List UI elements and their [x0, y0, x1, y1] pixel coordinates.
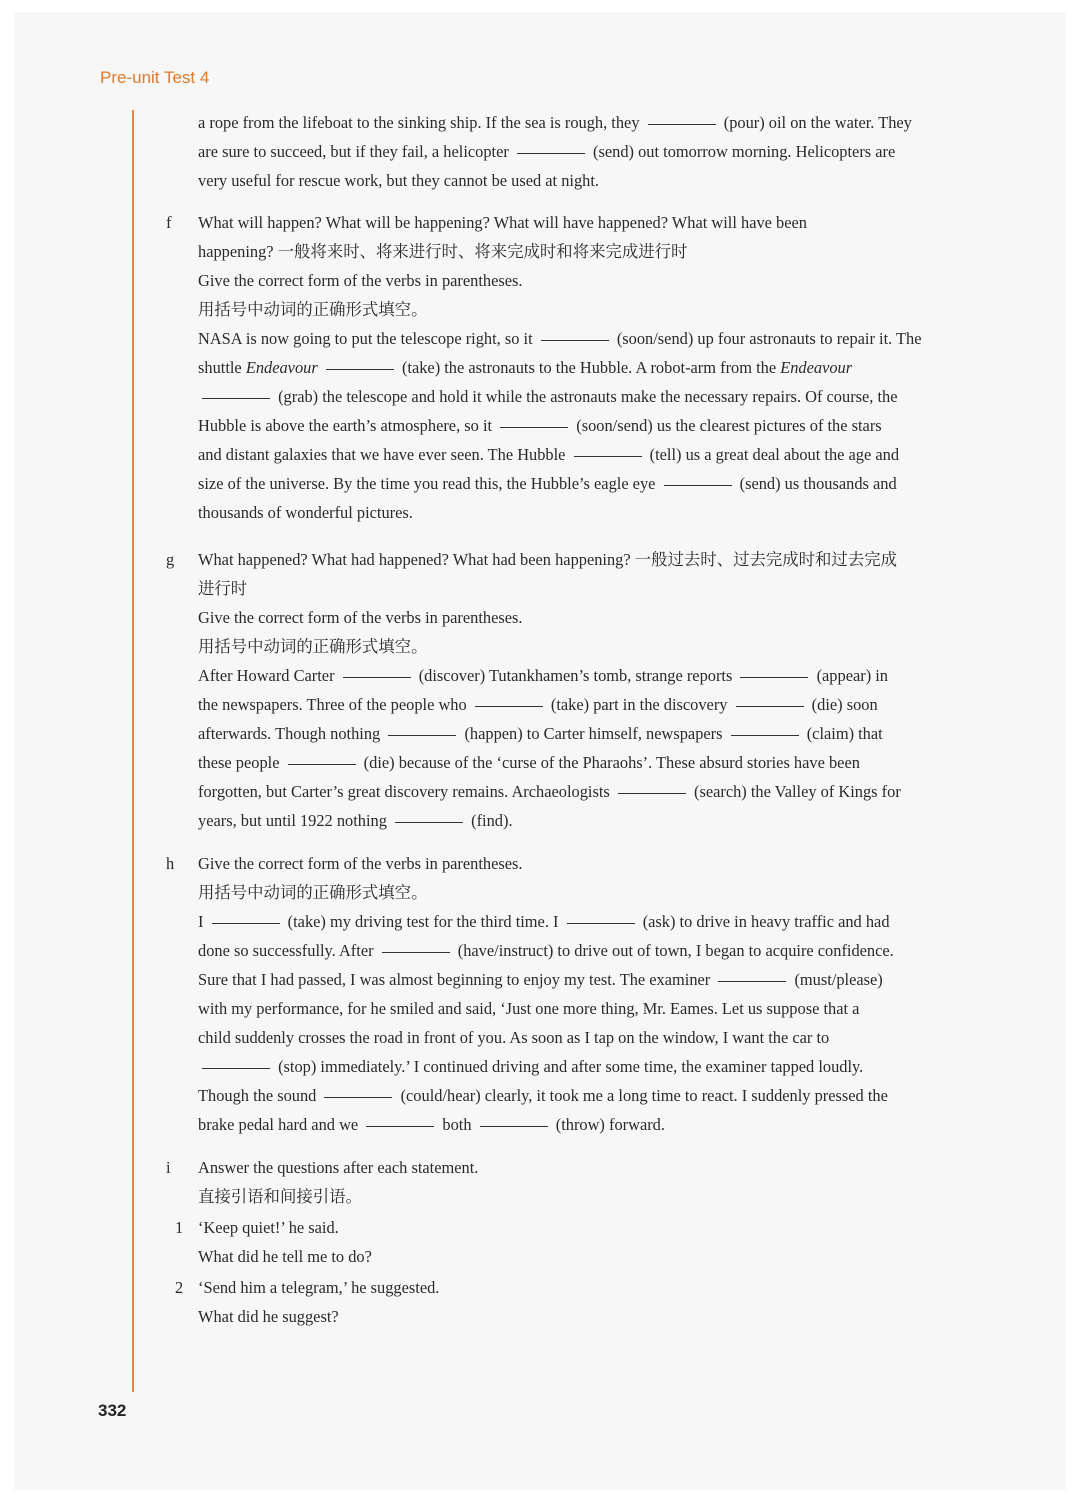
- text-line: [198, 324, 978, 353]
- answer-blank[interactable]: [326, 368, 394, 370]
- text-segment: (claim) that: [802, 724, 883, 743]
- section-f: [198, 208, 978, 527]
- text-line: [198, 936, 978, 965]
- answer-blank[interactable]: [517, 152, 585, 154]
- text-line: [198, 1110, 978, 1139]
- text-segment: Though the sound: [198, 1086, 321, 1105]
- text-segment: (discover) Tutankhamen’s tomb, strange reports: [414, 666, 737, 685]
- italic-text: Endeavour: [780, 358, 853, 377]
- section-f-letter: f: [166, 213, 172, 232]
- text-segment: [318, 358, 322, 377]
- text-segment: are sure to succeed, but if they fail, a helicopter: [198, 142, 513, 161]
- section-g-instruction: Give the correct form of the verbs in parentheses.: [198, 608, 523, 627]
- text-line: [198, 166, 978, 195]
- text-segment: years, but until 1922 nothing: [198, 811, 392, 830]
- text-segment: these people: [198, 753, 284, 772]
- question-1-statement: ‘Keep quiet!’ he said.: [198, 1218, 339, 1237]
- section-h-instruction: Give the correct form of the verbs in parentheses.: [198, 854, 523, 873]
- section-h-body: [198, 907, 978, 1139]
- section-i-instruction-cn: 直接引语和间接引语。: [198, 1187, 362, 1206]
- text-line: [198, 440, 978, 469]
- answer-blank[interactable]: [388, 734, 456, 736]
- text-segment: (soon/send) us the clearest pictures of the stars: [572, 416, 882, 435]
- text-line: [198, 411, 978, 440]
- answer-blank[interactable]: [395, 821, 463, 823]
- section-e-continued: [198, 108, 978, 195]
- text-segment: (appear) in: [812, 666, 889, 685]
- question-1-number: 1: [175, 1218, 184, 1237]
- section-g: [198, 545, 978, 835]
- text-segment: forgotten, but Carter’s great discovery remains. Archaeologists: [198, 782, 614, 801]
- text-line: [198, 353, 978, 382]
- page-header-title: Pre-unit Test 4: [100, 68, 210, 87]
- text-line: [198, 469, 978, 498]
- text-line: [198, 690, 978, 719]
- text-segment: After Howard Carter: [198, 666, 339, 685]
- question-2-statement: ‘Send him a telegram,’ he suggested.: [198, 1278, 440, 1297]
- section-e-body: [198, 108, 978, 195]
- text-segment: (must/please): [790, 970, 883, 989]
- question-1-question: What did he tell me to do?: [198, 1247, 372, 1266]
- answer-blank[interactable]: [500, 426, 568, 428]
- text-segment: (search) the Valley of Kings for: [689, 782, 901, 801]
- text-line: [198, 965, 978, 994]
- answer-blank[interactable]: [618, 792, 686, 794]
- text-segment: Sure that I had passed, I was almost beginning to enjoy my test. The examiner: [198, 970, 715, 989]
- section-i: [198, 1153, 978, 1211]
- section-f-body: [198, 324, 978, 527]
- question-1: [198, 1213, 978, 1271]
- answer-blank[interactable]: [202, 1067, 270, 1069]
- text-line: [198, 382, 978, 411]
- answer-blank[interactable]: [567, 922, 635, 924]
- text-line: [198, 806, 978, 835]
- text-segment: and distant galaxies that we have ever seen. The Hubble: [198, 445, 570, 464]
- answer-blank[interactable]: [324, 1096, 392, 1098]
- text-segment: with my performance, for he smiled and said, ‘Just one more thing, Mr. Eames. Let us suppose that a: [198, 999, 860, 1018]
- section-f-instruction-cn: 用括号中动词的正确形式填空。: [198, 300, 428, 319]
- answer-blank[interactable]: [212, 922, 280, 924]
- italic-text: Endeavour: [245, 358, 318, 377]
- text-segment: (die) because of the ‘curse of the Pharaohs’. These absurd stories have been: [359, 753, 860, 772]
- text-line: [198, 777, 978, 806]
- text-segment: shuttle: [198, 358, 246, 377]
- text-segment: (could/hear) clearly, it took me a long time to react. I suddenly pressed the: [396, 1086, 888, 1105]
- answer-blank[interactable]: [366, 1125, 434, 1127]
- answer-blank[interactable]: [648, 123, 716, 125]
- section-f-heading-2: happening? 一般将来时、将来进行时、将来完成时和将来完成进行时: [198, 242, 688, 261]
- text-segment: a rope from the lifeboat to the sinking ship. If the sea is rough, they: [198, 113, 644, 132]
- answer-blank[interactable]: [718, 980, 786, 982]
- text-segment: (grab) the telescope and hold it while the astronauts make the necessary repairs. Of course, the: [274, 387, 898, 406]
- text-segment: (send) us thousands and: [735, 474, 897, 493]
- answer-blank[interactable]: [574, 455, 642, 457]
- answer-blank[interactable]: [541, 339, 609, 341]
- text-line: [198, 108, 978, 137]
- section-g-letter: g: [166, 550, 175, 569]
- text-segment: child suddenly crosses the road in front of you. As soon as I tap on the window, I want the car to: [198, 1028, 830, 1047]
- answer-blank[interactable]: [382, 951, 450, 953]
- answer-blank[interactable]: [736, 705, 804, 707]
- section-h: [198, 849, 978, 1139]
- section-h-instruction-cn: 用括号中动词的正确形式填空。: [198, 883, 428, 902]
- text-segment: brake pedal hard and we: [198, 1115, 363, 1134]
- answer-blank[interactable]: [740, 676, 808, 678]
- text-segment: very useful for rescue work, but they cannot be used at night.: [198, 171, 599, 190]
- text-segment: (take) part in the discovery: [546, 695, 732, 714]
- text-segment: afterwards. Though nothing: [198, 724, 385, 743]
- text-segment: (die) soon: [807, 695, 878, 714]
- text-segment: (soon/send) up four astronauts to repair it. The: [612, 329, 922, 348]
- text-segment: (take) my driving test for the third time. I: [283, 912, 563, 931]
- section-i-letter: i: [166, 1158, 171, 1177]
- text-line: [198, 994, 978, 1023]
- text-segment: the newspapers. Three of the people who: [198, 695, 471, 714]
- text-segment: (send) out tomorrow morning. Helicopters are: [588, 142, 896, 161]
- section-g-instruction-cn: 用括号中动词的正确形式填空。: [198, 637, 428, 656]
- text-line: [198, 907, 978, 936]
- text-line: [198, 137, 978, 166]
- text-segment: thousands of wonderful pictures.: [198, 503, 413, 522]
- section-g-heading: What happened? What had happened? What had been happening? 一般过去时、过去完成时和过去完成: [198, 550, 897, 569]
- answer-blank[interactable]: [343, 676, 411, 678]
- text-segment: both: [438, 1115, 476, 1134]
- text-line: [198, 719, 978, 748]
- question-2: [198, 1273, 978, 1331]
- answer-blank[interactable]: [475, 705, 543, 707]
- text-line: [198, 748, 978, 777]
- section-g-body: [198, 661, 978, 835]
- answer-blank[interactable]: [480, 1125, 548, 1127]
- text-segment: I: [198, 912, 208, 931]
- margin-rule: [132, 110, 134, 1392]
- section-f-heading: What will happen? What will be happening? What will have happened? What will have been: [198, 213, 807, 232]
- text-segment: (have/instruct) to drive out of town, I began to acquire confidence.: [453, 941, 894, 960]
- section-i-instruction: Answer the questions after each statement.: [198, 1158, 479, 1177]
- section-f-instruction: Give the correct form of the verbs in parentheses.: [198, 271, 523, 290]
- text-segment: Hubble is above the earth’s atmosphere, so it: [198, 416, 497, 435]
- text-segment: (ask) to drive in heavy traffic and had: [638, 912, 890, 931]
- text-line: [198, 1081, 978, 1110]
- question-2-question: What did he suggest?: [198, 1307, 339, 1326]
- text-segment: (throw) forward.: [551, 1115, 665, 1134]
- text-line: [198, 661, 978, 690]
- question-2-number: 2: [175, 1278, 184, 1297]
- text-segment: done so successfully. After: [198, 941, 378, 960]
- answer-blank[interactable]: [288, 763, 356, 765]
- answer-blank[interactable]: [664, 484, 732, 486]
- text-segment: (find).: [467, 811, 513, 830]
- text-segment: (stop) immediately.’ I continued driving and after some time, the examiner tapped loudly.: [274, 1057, 864, 1076]
- text-line: [198, 1052, 978, 1081]
- page-number: 332: [98, 1401, 127, 1420]
- text-line: [198, 498, 978, 527]
- text-segment: (pour) oil on the water. They: [719, 113, 912, 132]
- text-segment: (tell) us a great deal about the age and: [645, 445, 900, 464]
- text-segment: (happen) to Carter himself, newspapers: [460, 724, 727, 743]
- text-segment: NASA is now going to put the telescope right, so it: [198, 329, 537, 348]
- text-segment: (take) the astronauts to the Hubble. A robot-arm from the: [397, 358, 781, 377]
- text-line: [198, 1023, 978, 1052]
- answer-blank[interactable]: [202, 397, 270, 399]
- answer-blank[interactable]: [731, 734, 799, 736]
- section-g-heading-2: 进行时: [198, 579, 248, 598]
- section-h-letter: h: [166, 854, 175, 873]
- text-segment: size of the universe. By the time you read this, the Hubble’s eagle eye: [198, 474, 660, 493]
